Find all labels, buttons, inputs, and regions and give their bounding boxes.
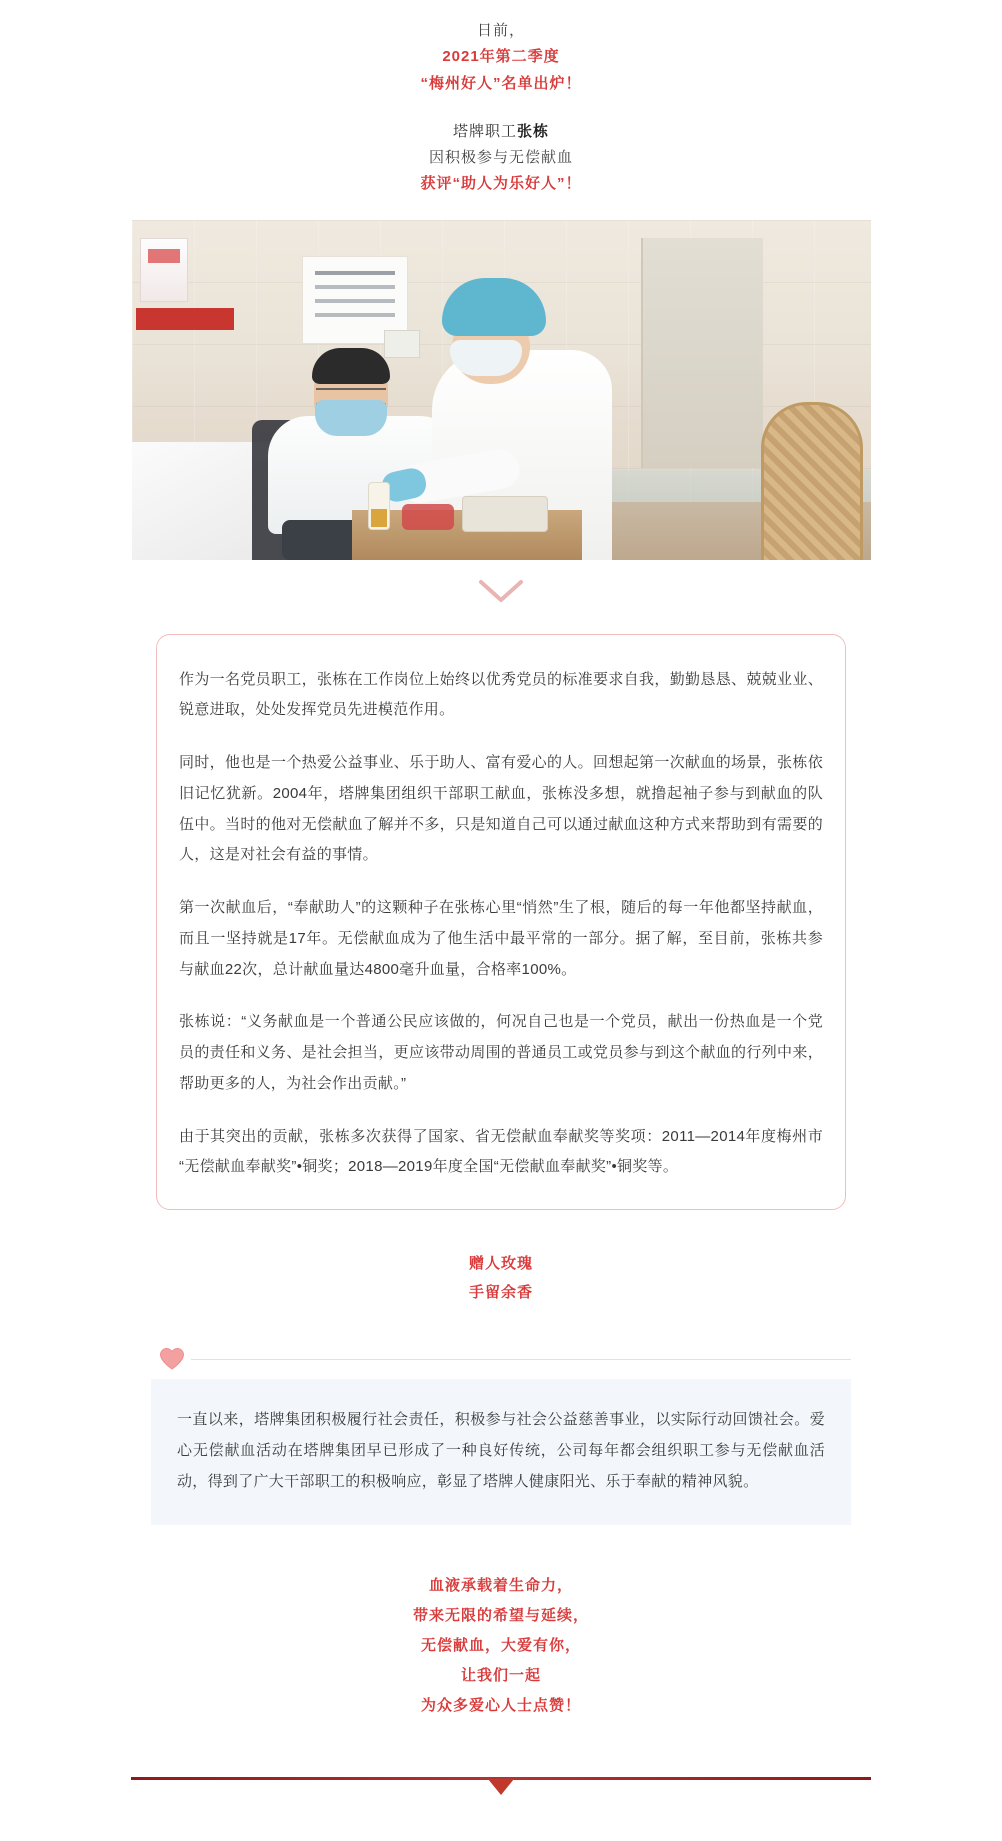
- header-line-1: 日前，: [476, 22, 525, 39]
- header-line-5: 因积极参与无偿献血: [428, 149, 573, 166]
- slogan-line-1: 赠人玫瑰: [468, 1255, 533, 1272]
- article-paragraph: 由于其突出的贡献，张栋多次获得了国家、省无偿献血奉献奖等奖项：2011—2014年度梅州市“无偿献血奉献奖”•铜奖；2018—2019年度全国“无偿献血奉献奖”•铜奖等。: [179, 1127, 823, 1176]
- article-paragraph: 第一次献血后，“奉献助人”的这颗种子在张栋心里“悄然”生了根，随后的每一年他都坚持献血，而且一坚持就是17年。无偿献血成为了他生活中最平常的一部分。据了解，至目前，张栋共参与献血22次，总计献血量达4800毫升血量，合格率100%。: [179, 899, 823, 978]
- header-line-4: [0, 119, 1002, 145]
- slogan-line-2: 手留余香: [468, 1283, 533, 1301]
- verse-line: 带来无限的希望与延续，: [412, 1607, 589, 1625]
- verse-line: 血液承载着生命力，: [428, 1577, 573, 1595]
- blood-bag: [402, 504, 454, 530]
- article-header: [0, 10, 1002, 198]
- company-note-text: 一直以来，塔牌集团积极履行社会责任，积极参与社会公益慈善事业，以实际行动回馈社会。爱心无偿献血活动在塔牌集团早已形成了一种良好传统，公司每年都会组织职工参与无偿献血活动，得到了广大干部职工的积极响应，彰显了塔牌人健康阳光、乐于奉献的精神风貌。: [177, 1411, 825, 1490]
- article-paragraph: 作为一名党员职工，张栋在工作岗位上始终以优秀党员的标准要求自我，勤勤恳恳、兢兢业业、锐意进取，处处发挥党员先进模范作用。: [179, 670, 823, 719]
- heart-divider: [151, 1347, 851, 1371]
- header-employee-prefix: 塔牌职工: [452, 122, 517, 140]
- photo-scene: [132, 220, 871, 560]
- chevron-down-icon: [478, 578, 524, 604]
- blood-donation-photo: [132, 220, 871, 560]
- closing-verse: [0, 1571, 1002, 1721]
- verse-line: 为众多爱心人士点赞！: [420, 1697, 581, 1715]
- header-spacer: [0, 97, 1002, 119]
- chevron-divider: [0, 578, 1002, 606]
- supply-bottle: [368, 482, 390, 530]
- article-card: [156, 634, 846, 1211]
- header-employee-name: 张栋: [517, 122, 550, 140]
- company-note-panel: [151, 1379, 851, 1525]
- door-shape: [641, 238, 763, 468]
- header-line-2: 2021年第二季度: [442, 48, 560, 66]
- nurse-face-mask: [450, 340, 522, 376]
- donor-hair: [312, 348, 390, 384]
- supply-tray: [462, 496, 548, 532]
- article-paragraph: 张栋说：“义务献血是一个普通公民应该做的，何况自己也是一个党员，献出一份热血是一个党员的责任和义务、是社会担当，更应该带动周围的普通员工或党员参与到这个献血的行列中来，帮助更多的人，为社会作出贡献。”: [179, 1013, 823, 1092]
- wall-poster-small: [140, 238, 188, 302]
- divider-rule: [191, 1359, 851, 1360]
- heart-icon: [159, 1347, 185, 1371]
- verse-line: 无偿献血，大爱有你，: [420, 1637, 581, 1655]
- wall-outlet: [384, 330, 420, 358]
- header-line-6: 获评“助人为乐好人”！: [420, 175, 582, 193]
- verse-line: 让我们一起: [460, 1667, 541, 1685]
- footer-divider: [131, 1767, 871, 1807]
- header-line-3: “梅州好人”名单出炉！: [420, 74, 582, 92]
- donor-face-mask: [315, 400, 387, 436]
- rattan-chair: [761, 402, 863, 560]
- wall-banner-red: [136, 308, 234, 330]
- article-paragraph: 同时，他也是一个热爱公益事业、乐于助人、富有爱心的人。回想起第一次献血的场景，张栋依旧记忆犹新。2004年，塔牌集团组织干部职工献血，张栋没多想，就撸起袖子参与到献血的队伍中。当时的他对无偿献血了解并不多，只是知道自己可以通过献血这种方式来帮助到有需要的人，这是对社会有益的事情。: [179, 754, 823, 864]
- slogan-block: [0, 1250, 1002, 1307]
- triangle-down-icon: [488, 1779, 514, 1795]
